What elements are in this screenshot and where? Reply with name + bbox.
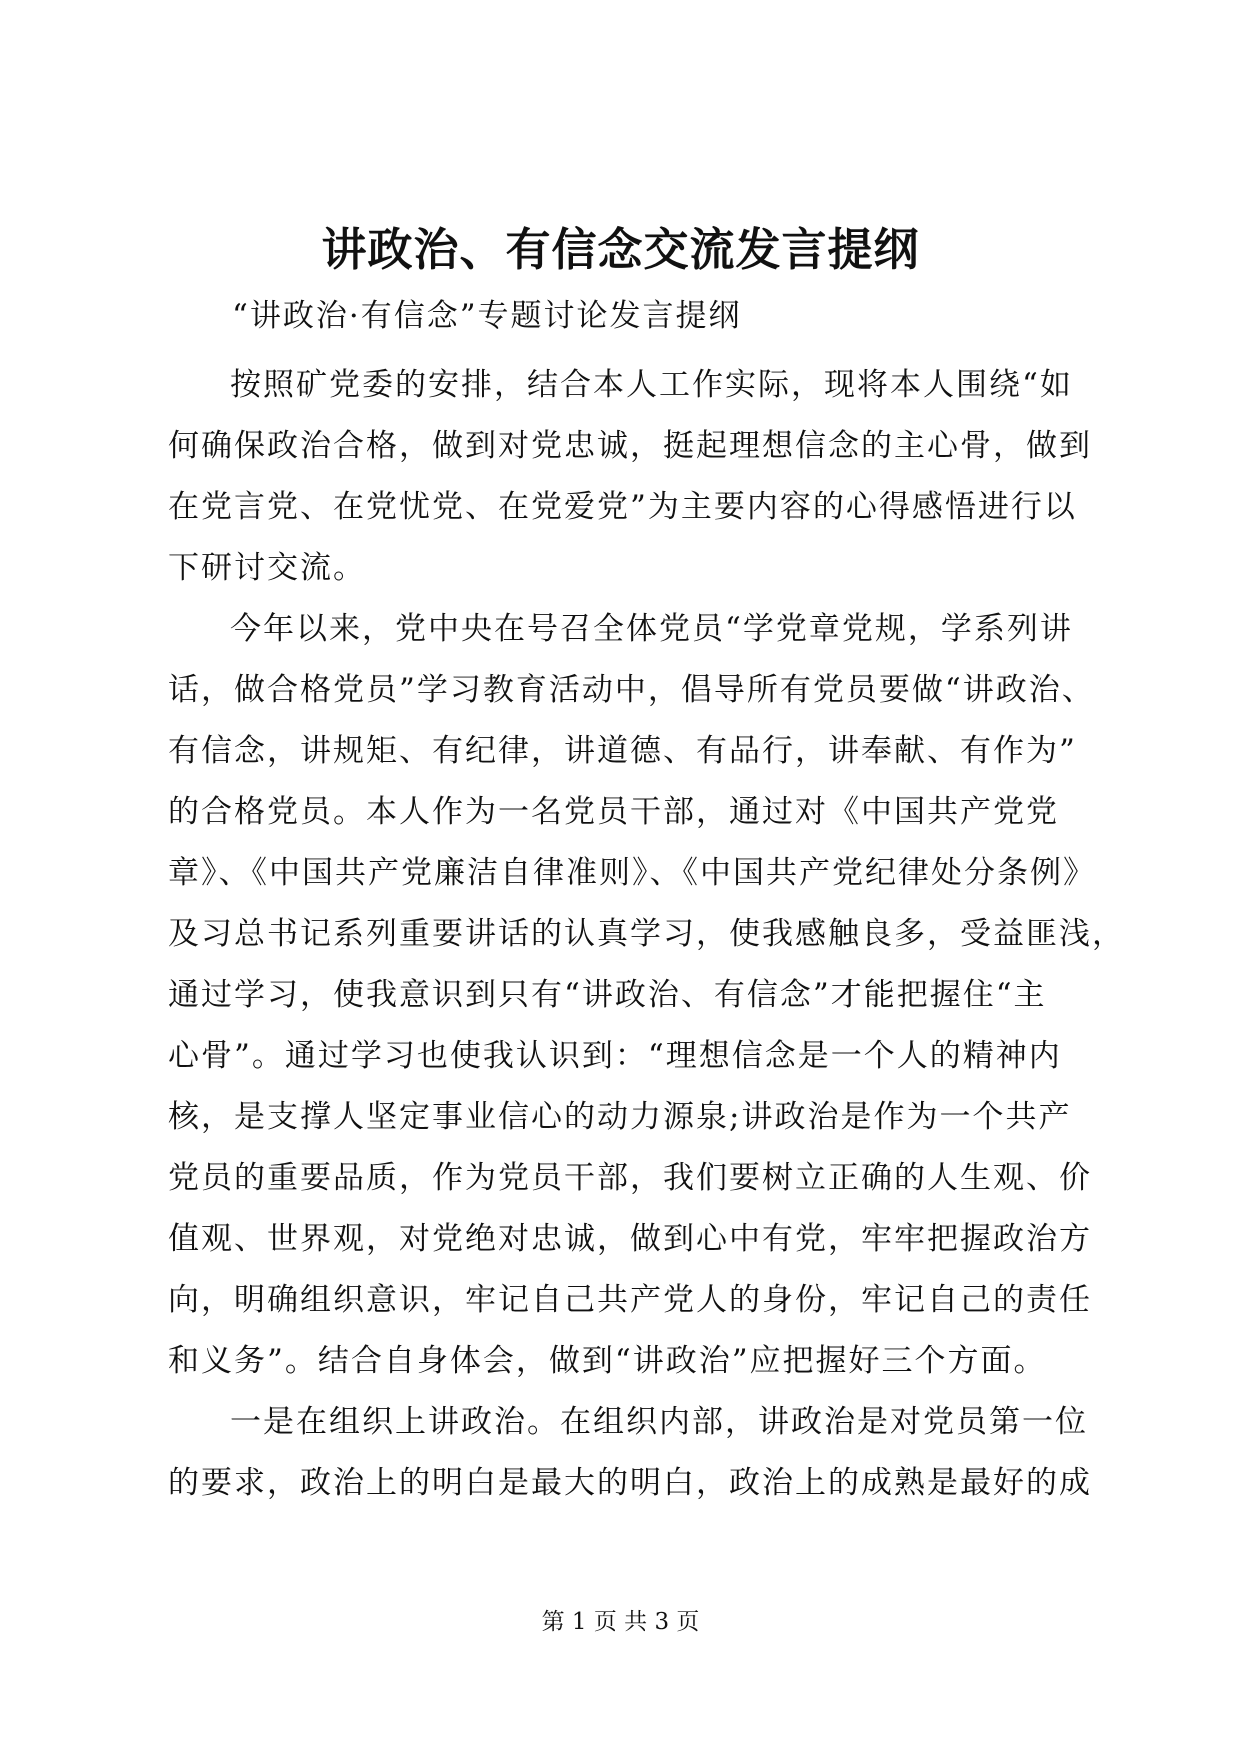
body-line: 何确保政治合格，做到对党忠诚，挺起理想信念的主心骨，做到 — [168, 428, 1092, 464]
body-line: 按照矿党委的安排，结合本人工作实际，现将本人围绕“如 — [230, 367, 1073, 403]
document-body — [168, 355, 1125, 1514]
body-line: 今年以来，党中央在号召全体党员“学党章党规，学系列讲 — [230, 611, 1073, 647]
body-line: 党员的重要品质，作为党员干部，我们要树立正确的人生观、价 — [168, 1160, 1092, 1196]
body-line: 章》、《中国共产党廉洁自律准则》、《中国共产党纪律处分条例》 — [168, 855, 1096, 891]
body-line: 核，是支撑人坚定事业信心的动力源泉;讲政治是作为一个共产 — [168, 1099, 1072, 1135]
body-line: 在党言党、在党忧党、在党爱党”为主要内容的心得感悟进行以 — [168, 489, 1077, 525]
document-title: 讲政治、有信念交流发言提纲 — [321, 223, 920, 276]
body-line: 通过学习，使我意识到只有“讲政治、有信念”才能把握住“主 — [168, 977, 1047, 1013]
body-line: 的要求，政治上的明白是最大的明白，政治上的成熟是最好的成 — [168, 1465, 1092, 1501]
body-line: 的合格党员。本人作为一名党员干部，通过对《中国共产党党 — [168, 794, 1059, 830]
body-line: 心骨”。通过学习也使我认识到：“理想信念是一个人的精神内 — [168, 1038, 1062, 1074]
body-line: 值观、世界观，对党绝对忠诚，做到心中有党，牢牢把握政治方 — [168, 1221, 1092, 1257]
body-line: 下研讨交流。 — [168, 550, 366, 586]
document-subtitle: “讲政治·有信念”专题讨论发言提纲 — [232, 298, 742, 334]
body-line: 有信念，讲规矩、有纪律，讲道德、有品行，讲奉献、有作为” — [168, 733, 1077, 769]
body-line: 向，明确组织意识，牢记自己共产党人的身份，牢记自己的责任 — [168, 1282, 1092, 1318]
page-number-footer: 第 1 页 共 3 页 — [541, 1609, 700, 1635]
body-line: 话，做合格党员”学习教育活动中，倡导所有党员要做“讲政治、 — [168, 672, 1095, 708]
body-line: 和义务”。结合自身体会，做到“讲政治”应把握好三个方面。 — [168, 1343, 1047, 1379]
body-line: 及习总书记系列重要讲话的认真学习，使我感触良多，受益匪浅， — [168, 916, 1125, 952]
body-line: 一是在组织上讲政治。在组织内部，讲政治是对党员第一位 — [230, 1404, 1088, 1440]
